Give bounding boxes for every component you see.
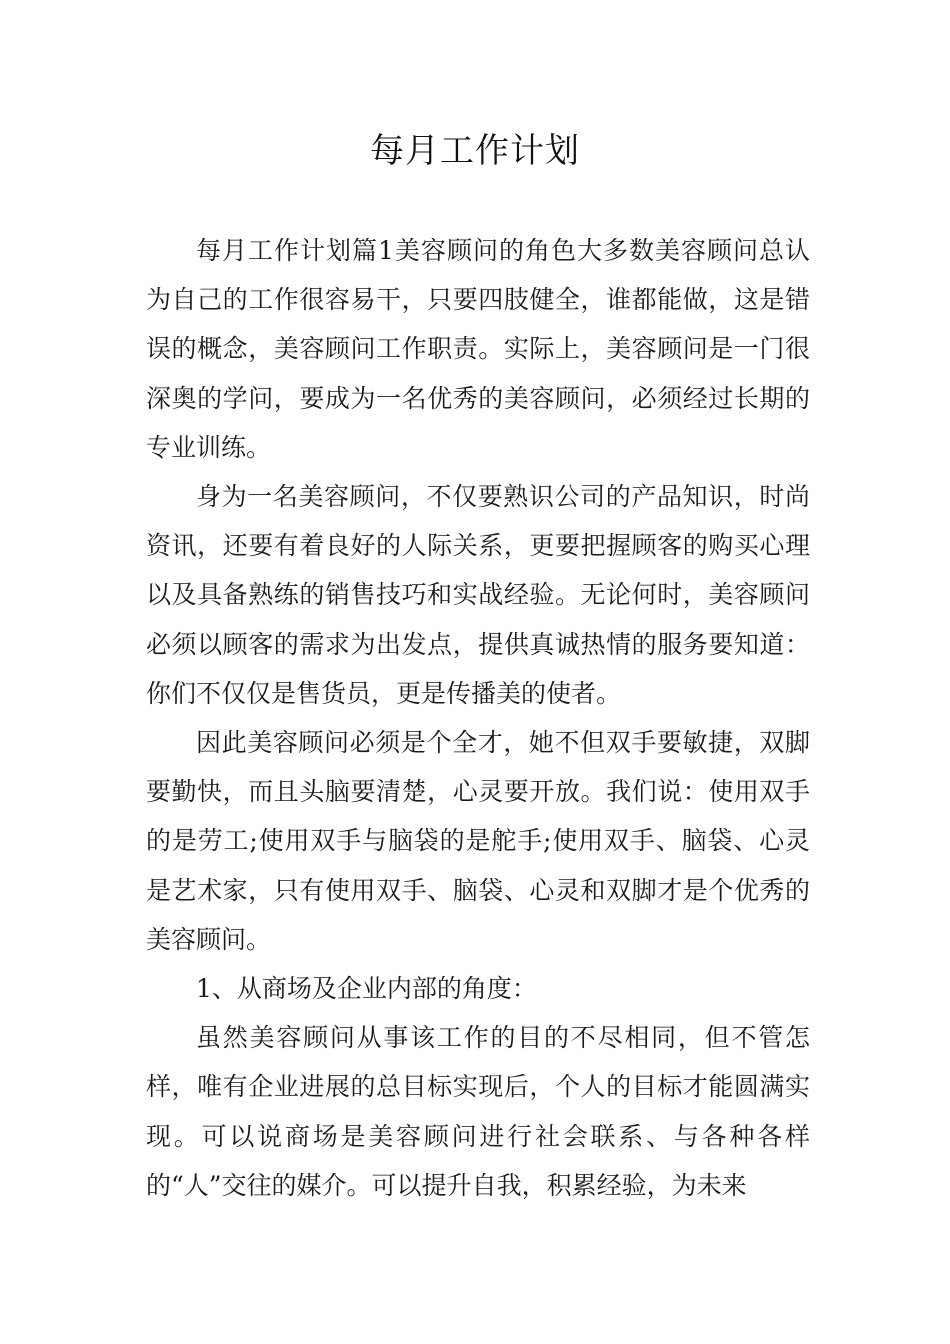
paragraph-intro: 每月工作计划篇1美容顾问的角色大多数美容顾问总认为自己的工作很容易干，只要四肢健全，谁都能做，这是错误的概念，美容顾问工作职责。实际上，美容顾问是一门很深奥的学问，要成为一名优秀的美容顾问，必须经过长期的专业训练。 (146, 236, 810, 462)
paragraph-section-heading: 1、从商场及企业内部的角度： (196, 974, 537, 1004)
document-body (146, 226, 810, 1210)
paragraph-enterprise: 虽然美容顾问从事该工作的目的不尽相同，但不管怎样，唯有企业进展的总目标实现后，个人的目标才能圆满实现。可以说商场是美容顾问进行社会联系、与各种各样的“人”交往的媒介。可以提升自我，积累经验，为未来 (146, 1023, 810, 1200)
paragraph-allrounder: 因此美容顾问必须是个全才，她不但双手要敏捷，双脚要勤快，而且头脑要清楚，心灵要开放。我们说：使用双手的是劳工;使用双手与脑袋的是舵手;使用双手、脑袋、心灵是艺术家，只有使用双手、脑袋、心灵和双脚才是个优秀的美容顾问。 (146, 728, 810, 954)
document-title: 每月工作计划 (370, 131, 580, 171)
paragraph-role: 身为一名美容顾问，不仅要熟识公司的产品知识，时尚资讯，还要有着良好的人际关系，更要把握顾客的购买心理以及具备熟练的销售技巧和实战经验。无论何时，美容顾问必须以顾客的需求为出发点，提供真诚热情的服务要知道：你们不仅仅是售货员，更是传播美的使者。 (146, 482, 810, 708)
